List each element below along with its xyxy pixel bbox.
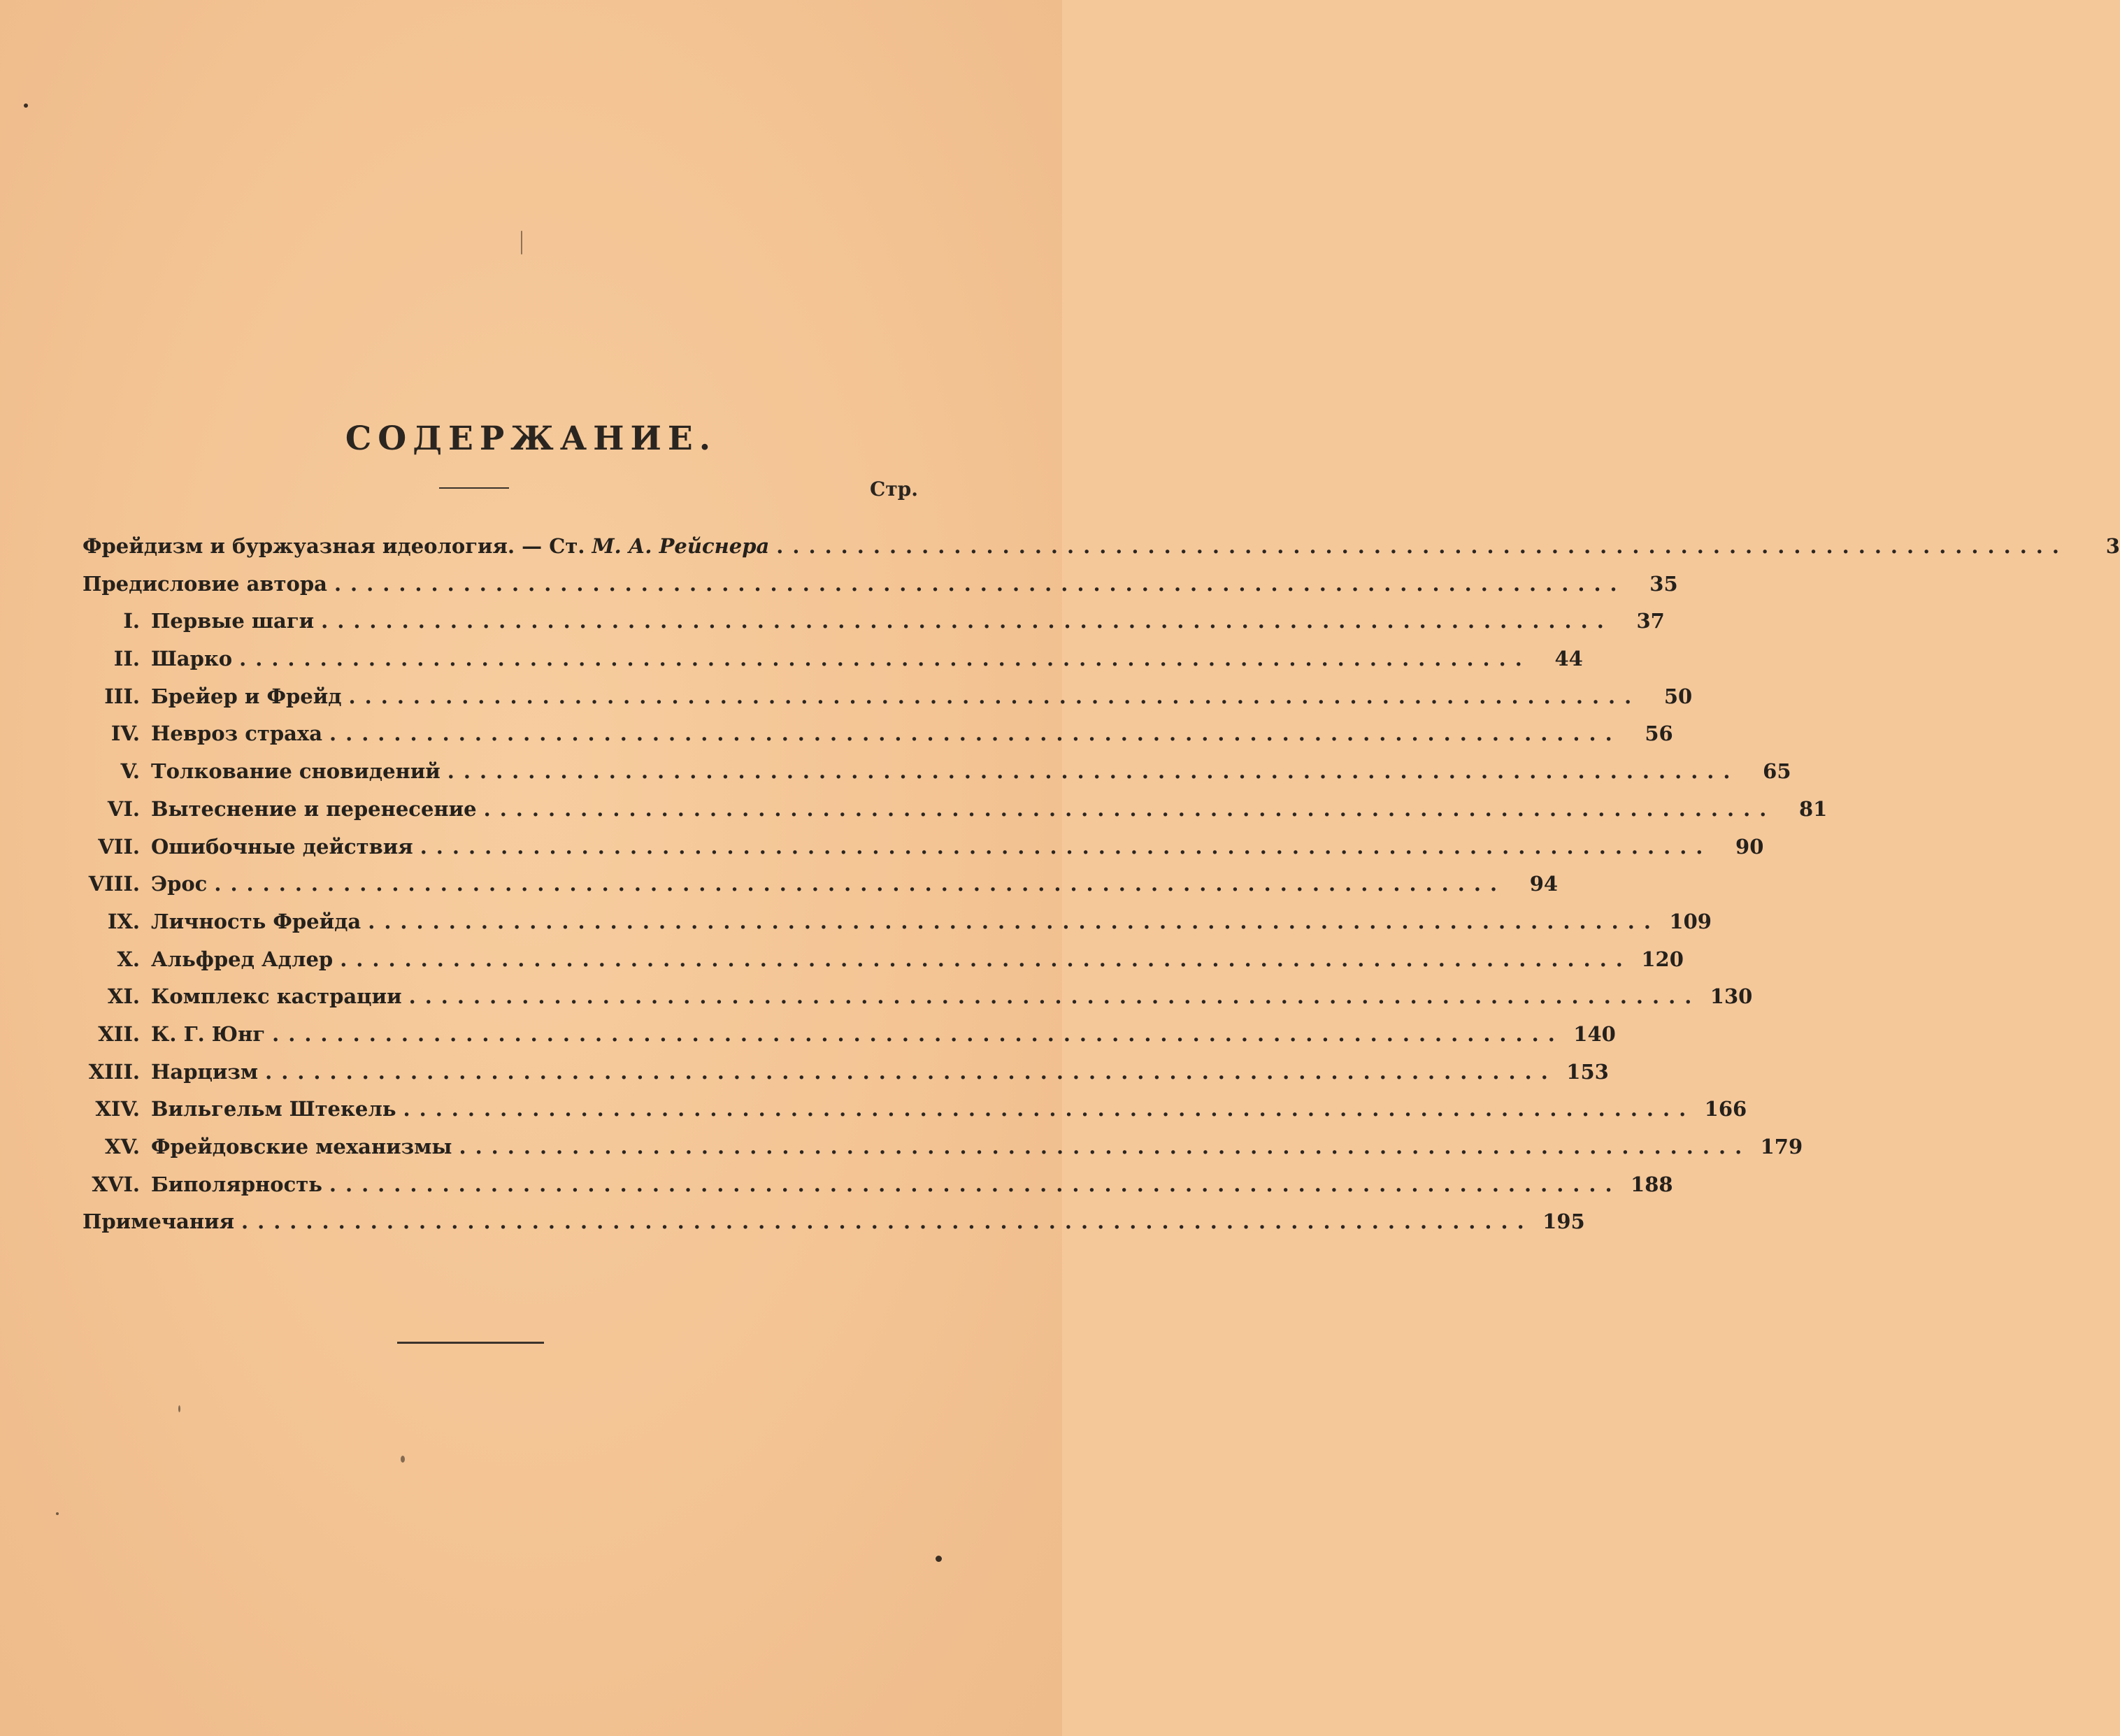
chapter-number: I. (123, 609, 140, 633)
toc-page-number: 120 (1641, 947, 1684, 971)
chapter-number: XIII. (88, 1059, 140, 1084)
dot-leader: ................................................................................ (420, 834, 1712, 859)
dot-leader: ................................................................................ (447, 759, 1740, 784)
toc-page-number: 65 (1763, 759, 1791, 784)
toc-entry-notes[interactable] (83, 1203, 1585, 1241)
toc-entry-title: Альфред Адлер (151, 947, 334, 971)
dot-leader: ................................................................................ (408, 984, 1701, 1009)
closing-divider (397, 1342, 544, 1344)
paper-speck (401, 1456, 405, 1463)
toc-entry-foreword-reisner[interactable] (83, 528, 2120, 566)
dot-leader: ................................................................................ (272, 1021, 1564, 1046)
dot-leader: ................................................................................ (368, 909, 1660, 933)
toc-page-number: 140 (1573, 1021, 1616, 1046)
chapter-number: X. (117, 947, 140, 971)
toc-page-number: 56 (1645, 722, 1673, 746)
chapter-number: VI. (107, 796, 140, 821)
toc-entry-chapter-9[interactable] (83, 903, 1712, 941)
toc-entry-title: Предисловие автора (83, 571, 327, 596)
dot-leader: ................................................................................ (321, 609, 1613, 633)
dot-leader: ................................................................................ (239, 647, 1531, 671)
dot-leader: ................................................................................ (483, 796, 1776, 821)
toc-entry-chapter-1[interactable] (83, 603, 1665, 640)
title-divider (439, 487, 509, 489)
toc-entry-title: Ошибочные действия (151, 834, 413, 859)
toc-entry-chapter-15[interactable] (83, 1128, 1803, 1166)
toc-entry-chapter-7[interactable] (83, 828, 1764, 866)
chapter-number: XV. (104, 1135, 140, 1158)
dot-leader: ................................................................................ (214, 872, 1507, 896)
toc-entry-title: Брейер и Фрейд (151, 684, 342, 708)
paper-speck (56, 1512, 59, 1515)
toc-entry-title: Вытеснение и перенесение (151, 796, 477, 821)
paper-speck (936, 1556, 942, 1562)
toc-page-number: 35 (1649, 571, 1678, 596)
toc-entry-title: Биполярность (151, 1172, 322, 1196)
chapter-number: XI. (107, 984, 140, 1009)
toc-entry-chapter-11[interactable] (83, 978, 1753, 1016)
toc-page-number: 90 (1735, 834, 1764, 859)
toc-entry-title: Фрейдизм и буржуазная идеология. — Ст. М. А. Рейснера (83, 534, 770, 558)
toc-entry-chapter-3[interactable] (83, 678, 1693, 716)
dot-leader: ................................................................................ (241, 1210, 1533, 1234)
paper-speck (521, 231, 522, 254)
paper-speck (178, 1405, 180, 1412)
toc-page-number: 109 (1669, 909, 1712, 933)
toc-entry-title: Толкование сновидений (151, 759, 441, 784)
dot-leader: ................................................................................ (329, 722, 1621, 746)
toc-entry-title: Шарко (151, 647, 233, 671)
toc-entry-chapter-16[interactable] (83, 1166, 1673, 1204)
toc-entry-title: Вильгельм Штекель (151, 1097, 396, 1121)
toc-entry-title: К. Г. Юнг (151, 1021, 266, 1046)
toc-page-number: 94 (1529, 872, 1559, 896)
toc-entry-chapter-13[interactable] (83, 1054, 1609, 1091)
dot-leader: ................................................................................ (776, 534, 2068, 558)
toc-entry-chapter-6[interactable] (83, 791, 1828, 828)
chapter-number: XVI. (92, 1172, 140, 1196)
dot-leader: ................................................................................ (459, 1135, 1752, 1158)
toc-entry-title: Фрейдовские механизмы (151, 1135, 452, 1158)
paper-speck (24, 103, 28, 108)
chapter-number: XII. (98, 1021, 140, 1046)
chapter-number: VIII. (88, 872, 140, 896)
toc-page-number: 130 (1710, 984, 1753, 1009)
dot-leader: ................................................................................ (340, 947, 1632, 971)
toc-page-number: 81 (1798, 796, 1828, 821)
toc-entry-title: Первые шаги (151, 609, 315, 633)
toc-page-number: 44 (1554, 647, 1583, 671)
toc-page-number: 153 (1566, 1059, 1609, 1084)
toc-entry-title: Комплекс кастрации (151, 984, 402, 1009)
toc-entry-author-preface[interactable] (83, 566, 1678, 603)
toc-page-number: 166 (1704, 1097, 1747, 1121)
dot-leader: ................................................................................ (403, 1097, 1696, 1121)
toc-page-number: 179 (1760, 1135, 1803, 1158)
dot-leader: ................................................................................ (348, 684, 1641, 708)
page-column-label: Стр. (870, 478, 918, 501)
dot-leader: ................................................................................ (265, 1059, 1557, 1084)
toc-entry-chapter-4[interactable] (83, 715, 1673, 753)
toc-page-number: 3 (2105, 534, 2120, 558)
toc-entry-author: М. А. Рейснера (592, 534, 770, 558)
dot-leader: ................................................................................ (334, 571, 1626, 596)
chapter-number: IX. (107, 909, 140, 933)
toc-entry-title: Примечания (83, 1210, 234, 1234)
dot-leader: ................................................................................ (329, 1172, 1621, 1196)
chapter-number: III. (104, 684, 140, 708)
toc-entry-chapter-10[interactable] (83, 941, 1684, 979)
table-of-contents (83, 528, 2120, 1241)
toc-entry-chapter-2[interactable] (83, 640, 1583, 678)
chapter-number: IV. (110, 722, 140, 746)
toc-page-number: 37 (1636, 609, 1665, 633)
toc-entry-title: Невроз страха (151, 722, 322, 746)
chapter-number: II. (113, 647, 140, 671)
toc-entry-title: Личность Фрейда (151, 909, 361, 933)
chapter-number: V. (120, 759, 140, 784)
toc-entry-chapter-14[interactable] (83, 1091, 1747, 1128)
toc-page-number: 188 (1631, 1172, 1673, 1196)
toc-entry-title: Нарцизм (151, 1059, 259, 1084)
toc-page-number: 195 (1542, 1210, 1585, 1234)
chapter-number: XIV. (95, 1097, 140, 1121)
toc-entry-chapter-5[interactable] (83, 753, 1791, 791)
chapter-number: VII. (98, 834, 140, 859)
toc-entry-chapter-8[interactable] (83, 866, 1559, 903)
page-title: СОДЕРЖАНИЕ. (345, 419, 717, 458)
toc-entry-chapter-12[interactable] (83, 1016, 1616, 1054)
toc-entry-title: Эрос (151, 872, 208, 896)
toc-page-number: 50 (1663, 684, 1693, 708)
